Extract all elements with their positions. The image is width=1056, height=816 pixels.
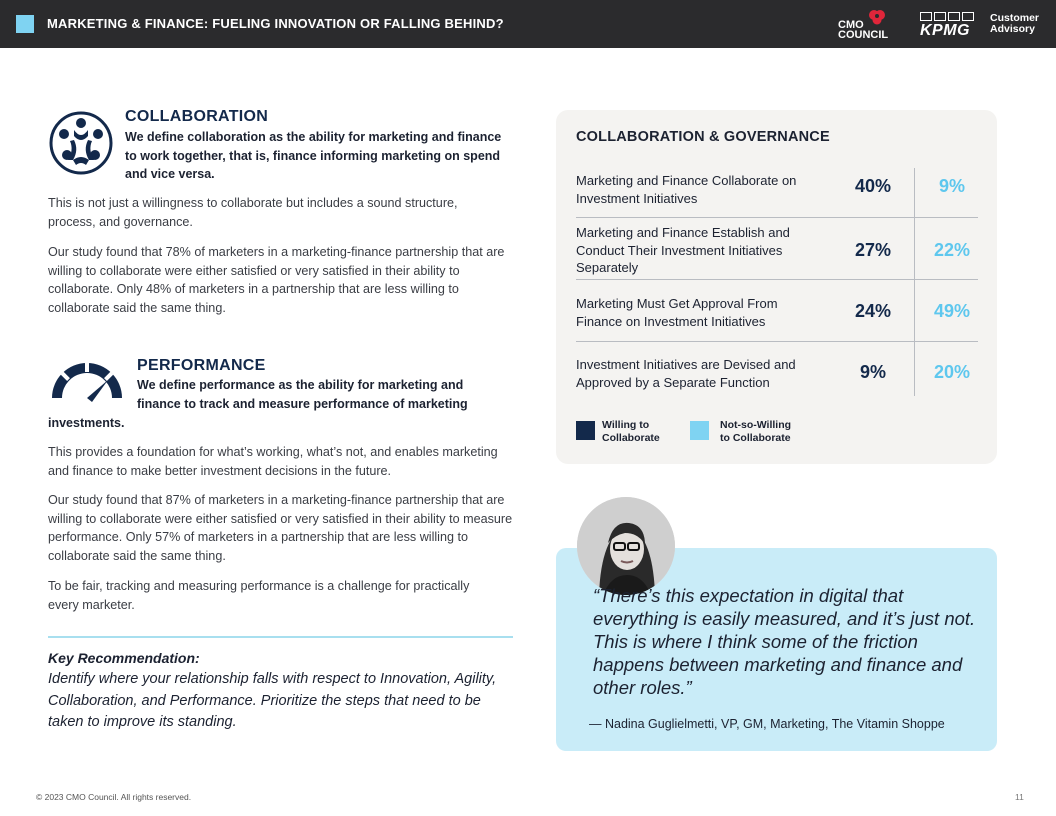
collaboration-lead: We define collaboration as the ability for marketing and finance to work together, that is, finance informing marketing on spend and vice versa. [125,130,502,181]
collaboration-people-icon [48,110,114,176]
footer-copyright: © 2023 CMO Council. All rights reserved. [36,792,192,802]
performance-lead-line2: finance to track and measure performance of marketing [137,397,468,411]
performance-paragraph-3: To be fair, tracking and measuring performance is a challenge for practically every marketer. [48,579,470,612]
kpmg-boxes-icon [920,12,976,22]
advisory-line1: Customer [990,12,1040,24]
customer-advisory-logo [990,13,1039,35]
governance-row-separator [576,217,978,218]
governance-row-label: Marketing Must Get Approval From Finance on Investment Initiatives [576,296,778,329]
quote-attribution: — Nadina Guglielmetti, VP, GM, Marketing, The Vitamin Shoppe [589,717,945,731]
advisory-line2: Advisory [990,23,1035,35]
quote-text: “There’s this expectation in digital that everything is easily measured, and it’s just not. This is where I think some of the friction happens between marketing and finance and other roles.” [593,585,976,698]
legend-not-willing-swatch [690,421,709,440]
header-square-icon [16,15,34,33]
cmo-council-logo [838,9,892,41]
kpmg-logo [918,10,978,40]
key-recommendation-title: Key Recommendation: [48,650,200,666]
governance-row-label: Investment Initiatives are Devised and Approved by a Separate Function [576,357,796,390]
legend-not-willing-label [720,419,791,445]
collaboration-paragraph-1: This is not just a willingness to collaborate but includes a sound structure, process, and governance. [48,196,458,229]
collaboration-heading: COLLABORATION [125,108,269,125]
legend-not-willing-line1: Not-so-Willing [720,419,792,431]
governance-row-willing: 24% [854,301,892,321]
governance-row-willing: 9% [859,362,886,382]
governance-row-not-willing: 49% [933,301,971,321]
legend-willing-swatch [576,421,595,440]
kpmg-logo-word: KPMG [920,22,970,39]
key-recommendation-text: Identify where your relationship falls with respect to Innovation, Agility, Collaboration, and Performance. Prioritize the steps that need to be taken to improve its standing. [48,671,497,730]
legend-willing-line2: Collaborate [602,432,660,444]
governance-row-willing: 40% [854,176,892,196]
governance-row-not-willing: 20% [933,362,971,382]
key-recommendation-divider [48,636,513,638]
governance-row-label: Marketing and Finance Collaborate on Investment Initiatives [576,173,797,206]
performance-lead-line3: investments. [48,416,125,430]
legend-willing-label [602,419,660,445]
governance-row-label: Marketing and Finance Establish and Conduct Their Investment Initiatives Separately [576,225,790,275]
governance-row-willing: 27% [854,240,892,260]
performance-heading: PERFORMANCE [137,357,266,374]
governance-panel-title: COLLABORATION & GOVERNANCE [576,129,830,145]
performance-lead-line1: We define performance as the ability for marketing and [137,378,464,392]
governance-row-not-willing: 22% [933,240,971,260]
cmo-logo-line1: CMO [838,19,864,31]
page-number: 11 [1015,792,1024,802]
speaker-avatar [577,497,675,595]
governance-row-separator [576,279,978,280]
governance-panel [556,110,997,464]
collaboration-paragraph-2: Our study found that 78% of marketers in a marketing-finance partnership that are willing to collaborate were either satisfied or very satisfied in their ability to collaborate. Only 48% of marketers in a partnership that are less willing to collaborate said the same thing. [48,245,505,315]
performance-paragraph-2: Our study found that 87% of marketers in a marketing-finance partnership that are willing to collaborate were either satisfied or very satisfied in their ability to measure performance. Only 57% of marketers in a partnership that are less willing to collaborate said the same thing. [48,493,513,563]
legend-willing-line1: Willing to [602,419,650,431]
performance-paragraph-1: This provides a foundation for what’s working, what’s not, and enables marketing and finance to make better investment decisions in the future. [48,445,498,478]
governance-column-divider [914,168,915,396]
legend-not-willing-line2: to Collaborate [720,432,791,444]
header-bar [0,0,1056,48]
governance-row-separator [576,341,978,342]
speaker-portrait-icon [577,497,675,595]
governance-row-not-willing: 9% [938,176,965,196]
cmo-logo-line2: COUNCIL [838,29,889,41]
page-header-title: MARKETING & FINANCE: FUELING INNOVATION OR FALLING BEHIND? [47,16,504,31]
performance-gauge-icon [48,358,126,402]
cmo-logo-mark-icon [868,9,886,25]
